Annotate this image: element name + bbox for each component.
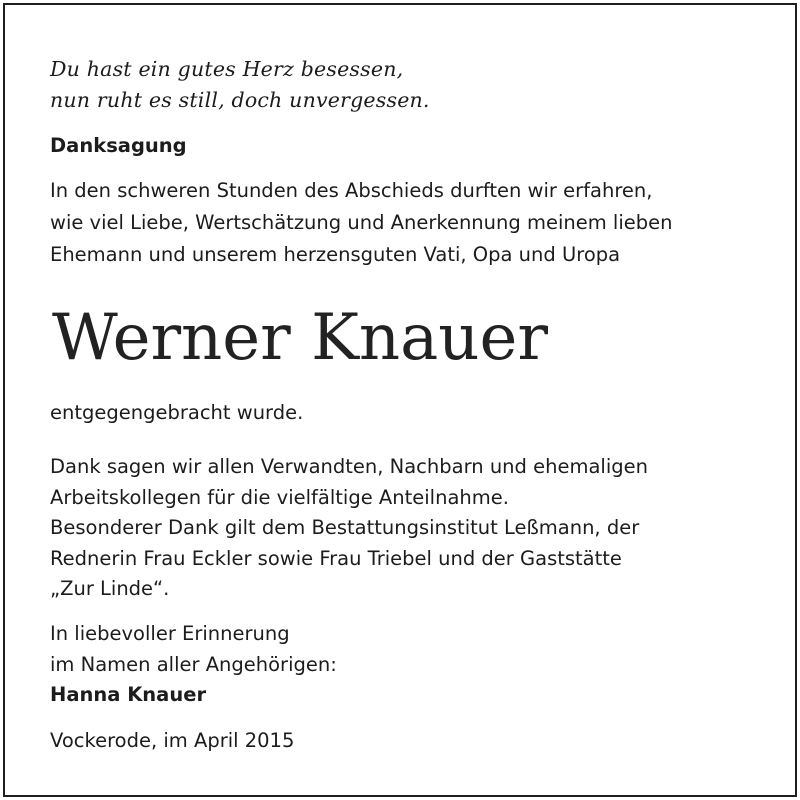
thanks-line-2: Arbeitskollegen für die vielfältige Anteilnahme. xyxy=(50,486,509,509)
closing-line-2: im Namen aller Angehörigen: xyxy=(50,653,337,676)
closing-line-1: In liebevoller Erinnerung xyxy=(50,622,290,645)
thanks-line-3: Besonderer Dank gilt dem Bestattungsinstitut Leßmann, der xyxy=(50,516,640,539)
motto-line-1: Du hast ein gutes Herz besessen, xyxy=(50,57,404,81)
thanks-line-1: Dank sagen wir allen Verwandten, Nachbarn und ehemaligen xyxy=(50,455,648,478)
after-name-text: entgegengebracht wurde. xyxy=(50,401,304,424)
thanks-line-4: Rednerin Frau Eckler sowie Frau Triebel und der Gaststätte xyxy=(50,547,622,570)
intro-line-1: In den schweren Stunden des Abschieds durften wir erfahren, xyxy=(50,179,653,202)
place-date: Vockerode, im April 2015 xyxy=(50,729,295,752)
intro-line-2: wie viel Liebe, Wertschätzung und Anerkennung meinem lieben xyxy=(50,211,673,234)
intro-line-3: Ehemann und unserem herzensguten Vati, Opa und Uropa xyxy=(50,243,621,266)
signatory-name: Hanna Knauer xyxy=(50,683,207,706)
thanks-line-5: „Zur Linde“. xyxy=(50,577,170,600)
obituary-card xyxy=(3,3,797,797)
motto-line-2: nun ruht es still, doch unvergessen. xyxy=(50,88,430,112)
deceased-name: Werner Knauer xyxy=(52,301,548,375)
heading-danksagung: Danksagung xyxy=(50,134,187,157)
